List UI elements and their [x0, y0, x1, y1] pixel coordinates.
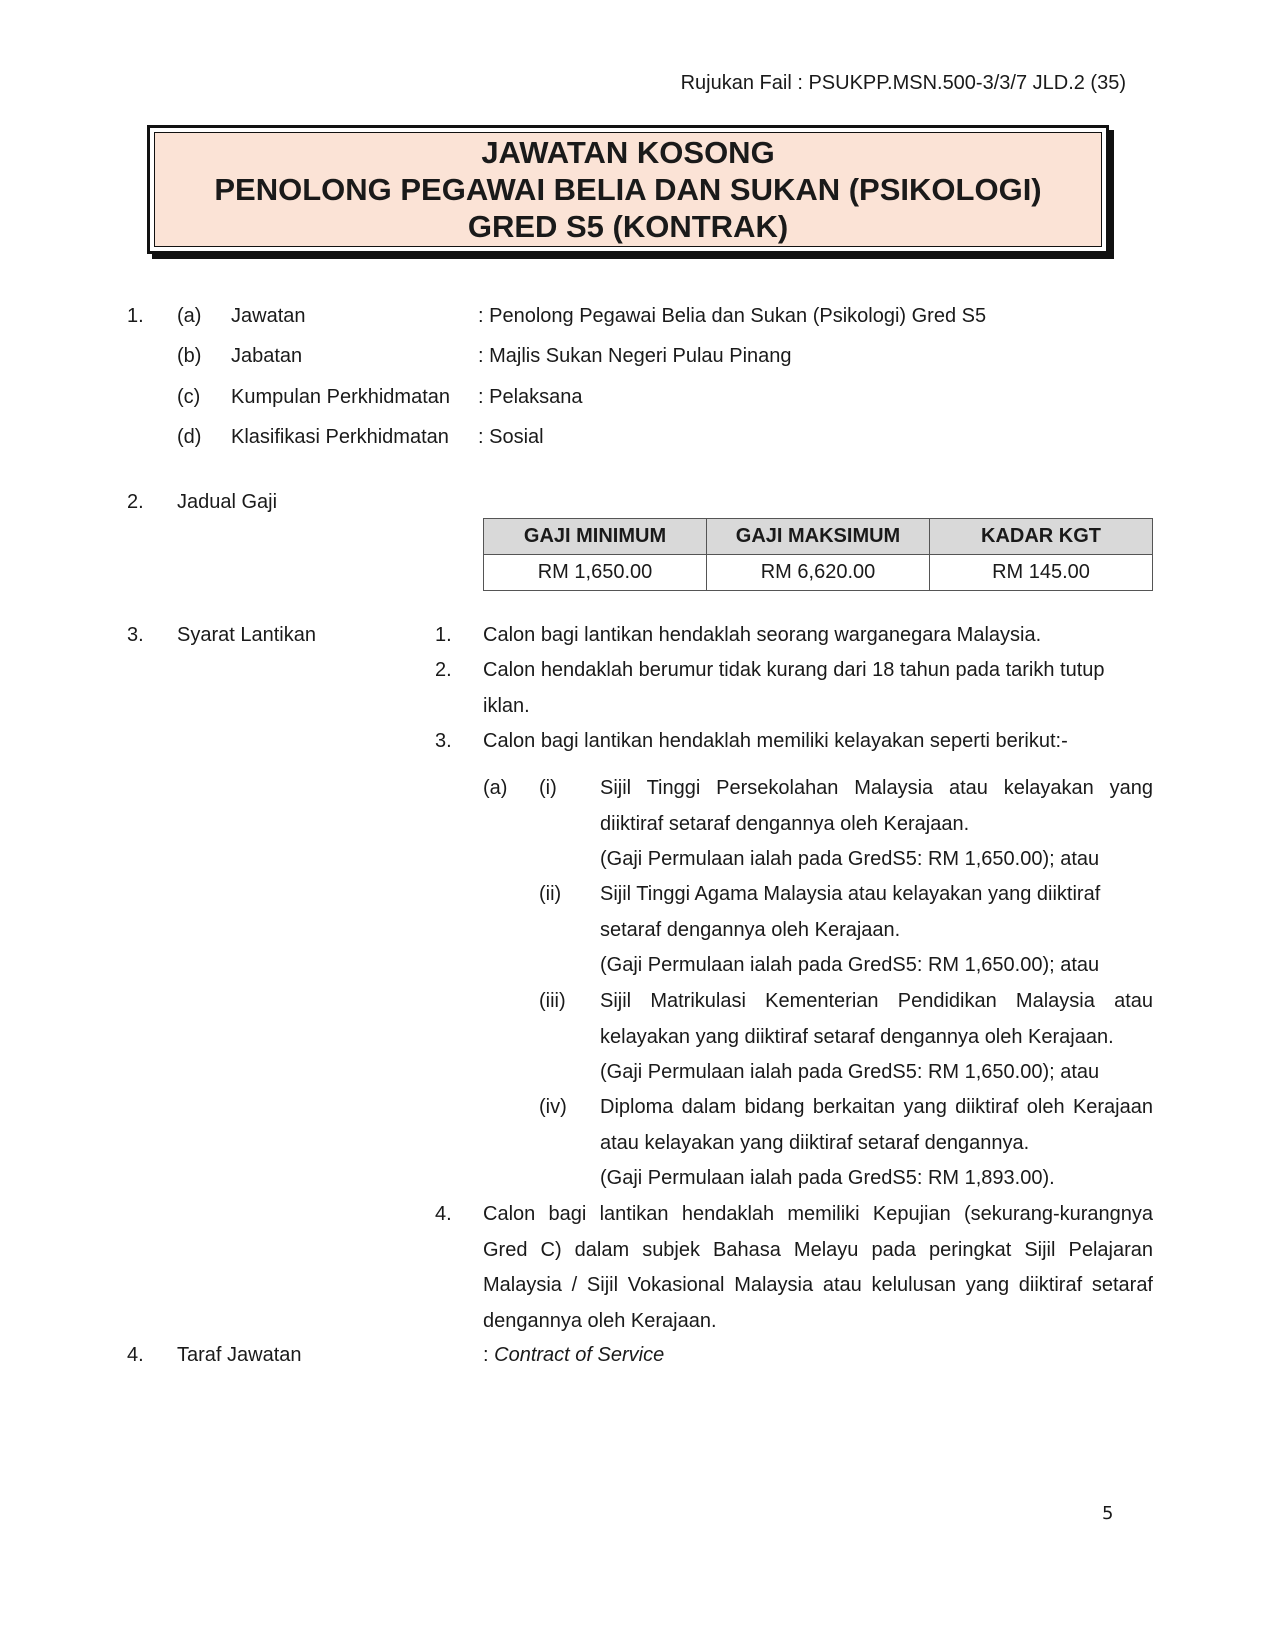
- section-2-number: 2.: [127, 491, 144, 513]
- section-3-label: Syarat Lantikan: [177, 624, 316, 646]
- condition-4-text: Calon bagi lantikan hendaklah memiliki Kepujian (sekurang-kurangnya Gred C) dalam subjek Bahasa Melayu pada peringkat Sijil Pelajaran Malaysia / Sijil Vokasional Malaysia atau kelulusan yang diiktiraf setaraf dengannya oleh Kerajaan.: [483, 1203, 1153, 1332]
- item-c-letter: (c): [177, 386, 201, 408]
- title-line-2: PENOLONG PEGAWAI BELIA DAN SUKAN (PSIKOLOGI): [214, 172, 1042, 207]
- item-d-label: Klasifikasi Perkhidmatan: [231, 426, 449, 448]
- qualification-ii-salary: (Gaji Permulaan ialah pada GredS5: RM 1,650.00); atau: [600, 954, 1100, 976]
- section-3-number: 3.: [127, 624, 144, 646]
- condition-3-number: 3.: [435, 730, 452, 752]
- item-a-value: : Penolong Pegawai Belia dan Sukan (Psikologi) Gred S5: [478, 305, 987, 327]
- section-4-colon: :: [483, 1344, 495, 1366]
- condition-4-number: 4.: [435, 1203, 452, 1225]
- qualification-iv-text: Diploma dalam bidang berkaitan yang diiktiraf oleh Kerajaan atau kelayakan yang diiktiraf setaraf dengannya.: [600, 1096, 1153, 1154]
- page-number: 5: [1102, 1503, 1114, 1524]
- section-1-number: 1.: [127, 305, 144, 327]
- qualification-iv-salary: (Gaji Permulaan ialah pada GredS5: RM 1,893.00).: [600, 1167, 1055, 1189]
- file-reference: Rujukan Fail : PSUKPP.MSN.500-3/3/7 JLD.2 (35): [680, 72, 1126, 94]
- qualification-iii-roman: (iii): [539, 990, 566, 1012]
- title-line-1: JAWATAN KOSONG: [481, 135, 775, 170]
- condition-3-text: Calon bagi lantikan hendaklah memiliki kelayakan seperti berikut:-: [483, 730, 1068, 752]
- section-4-value-text: Contract of Service: [494, 1344, 665, 1366]
- condition-2-text: Calon hendaklah berumur tidak kurang dari 18 tahun pada tarikh tutup iklan.: [483, 659, 1105, 717]
- title-box: [147, 125, 1109, 254]
- title-line-3: GRED S5 (KONTRAK): [467, 209, 789, 244]
- cell-gaji-maksimum: RM 6,620.00: [707, 555, 930, 591]
- section-4-label: Taraf Jawatan: [177, 1344, 302, 1366]
- cell-kadar-kgt: RM 145.00: [930, 555, 1153, 591]
- item-c-label: Kumpulan Perkhidmatan: [231, 386, 451, 408]
- qualification-iii-salary: (Gaji Permulaan ialah pada GredS5: RM 1,650.00); atau: [600, 1061, 1100, 1083]
- condition-1-number: 1.: [435, 624, 452, 646]
- header-gaji-maksimum: GAJI MAKSIMUM: [707, 519, 930, 555]
- item-a-letter: (a): [177, 305, 202, 327]
- header-gaji-minimum: GAJI MINIMUM: [484, 519, 707, 555]
- item-c-value: : Pelaksana: [478, 386, 583, 408]
- salary-table-header-row: [484, 519, 1153, 555]
- section-2-label: Jadual Gaji: [177, 491, 278, 513]
- qualification-i-text: Sijil Tinggi Persekolahan Malaysia atau kelayakan yang diiktiraf setaraf dengannya oleh Kerajaan.: [600, 777, 1153, 835]
- condition-1-text: Calon bagi lantikan hendaklah seorang warganegara Malaysia.: [483, 624, 1042, 646]
- item-d-value: : Sosial: [478, 426, 544, 448]
- item-d-letter: (d): [177, 426, 202, 448]
- section-4-value: [483, 1344, 664, 1367]
- qualification-i-salary: (Gaji Permulaan ialah pada GredS5: RM 1,650.00); atau: [600, 848, 1100, 870]
- title-inner: [154, 132, 1102, 247]
- salary-table-row: [484, 555, 1153, 591]
- item-b-label: Jabatan: [231, 345, 303, 367]
- qualification-ii-roman: (ii): [539, 883, 562, 905]
- cell-gaji-minimum: RM 1,650.00: [484, 555, 707, 591]
- qualification-iii-text: Sijil Matrikulasi Kementerian Pendidikan Malaysia atau kelayakan yang diiktiraf setaraf dengannya oleh Kerajaan.: [600, 990, 1153, 1048]
- section-4-number: 4.: [127, 1344, 144, 1366]
- qualification-letter: (a): [483, 777, 508, 799]
- condition-2-number: 2.: [435, 659, 452, 681]
- qualification-iv-roman: (iv): [539, 1096, 567, 1118]
- qualification-ii-text: Sijil Tinggi Agama Malaysia atau kelayakan yang diiktiraf setaraf dengannya oleh Kerajaan.: [600, 883, 1101, 941]
- item-b-letter: (b): [177, 345, 202, 367]
- qualification-i-roman: (i): [539, 777, 557, 799]
- item-a-label: Jawatan: [231, 305, 306, 327]
- salary-table: [483, 518, 1153, 591]
- item-b-value: : Majlis Sukan Negeri Pulau Pinang: [478, 345, 792, 367]
- header-kadar-kgt: KADAR KGT: [930, 519, 1153, 555]
